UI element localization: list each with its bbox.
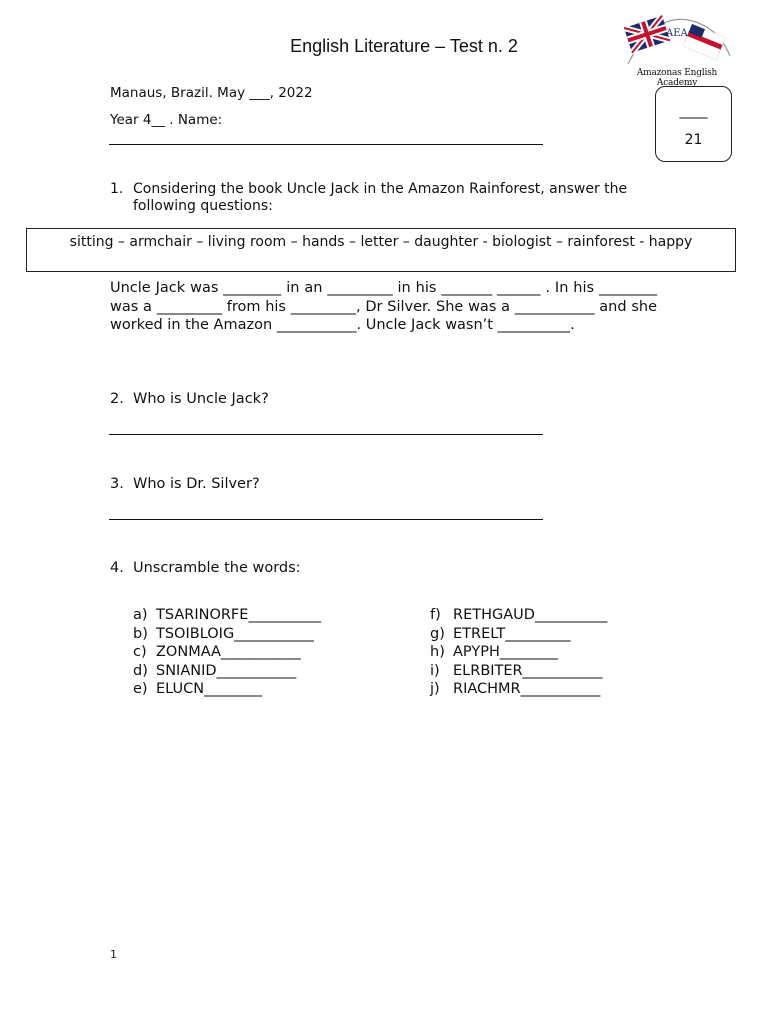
word-bank: sitting – armchair – living room – hands – letter – daughter - biologist – rainforest - happy (69, 234, 693, 250)
list-item: i) ELRBITER___________ (430, 662, 603, 679)
name-line[interactable] (109, 144, 543, 145)
scramble-word[interactable]: ZONMAA___________ (156, 644, 301, 660)
scramble-word[interactable]: APYPH________ (453, 644, 558, 660)
question-3 (110, 476, 260, 492)
scramble-word[interactable]: SNIANID___________ (156, 662, 297, 679)
list-item: a) TSARINORFE__________ (133, 607, 321, 623)
page-title: English Literature – Test n. 2 (290, 36, 518, 56)
scramble-word[interactable]: ELRBITER___________ (453, 662, 603, 679)
question-text: Who is Uncle Jack? (133, 391, 269, 407)
logo-caption: Amazonas English Academy (636, 68, 718, 88)
fill-in-paragraph: Uncle Jack was ________ in an _________ in his _______ ______ . In his ________ was a _________ from his _________, Dr Silver. She was a ___________ and she worked in the Amazon ___________. Uncle Jack wasn’t __________. (110, 280, 657, 333)
question-4 (110, 560, 301, 576)
question-text: Unscramble the words: (133, 560, 301, 576)
question-number: 3. (110, 476, 124, 492)
question-number: 2. (110, 391, 124, 407)
question-number: 4. (110, 560, 124, 576)
answer-line-3[interactable] (109, 519, 543, 520)
question-text: Considering the book Uncle Jack in the Amazon Rainforest, answer the following questions: (133, 181, 628, 214)
list-item: g) ETRELT_________ (430, 625, 571, 642)
word-bank-box (26, 228, 736, 272)
list-item: h) APYPH________ (430, 644, 558, 660)
list-item: j) RIACHMR___________ (430, 681, 601, 697)
scramble-word[interactable]: RIACHMR___________ (453, 681, 601, 697)
place-date: Manaus, Brazil. May ___, 2022 (110, 85, 313, 101)
scramble-list-left (133, 606, 393, 699)
question-text: Who is Dr. Silver? (133, 476, 260, 492)
scramble-list-right (430, 606, 690, 699)
scramble-word[interactable]: ELUCN________ (156, 681, 263, 697)
scramble-word[interactable]: ETRELT_________ (453, 625, 571, 642)
score-blank[interactable]: ____ (679, 103, 708, 119)
scramble-word[interactable]: TSARINORFE__________ (156, 607, 321, 623)
list-item: e) ELUCN________ (133, 681, 263, 697)
list-item: b) TSOIBLOIG___________ (133, 625, 314, 642)
question-1 (110, 181, 670, 215)
list-item: c) ZONMAA___________ (133, 644, 301, 660)
page-number: 1 (110, 948, 117, 961)
answer-line-2[interactable] (109, 434, 543, 435)
year-name-label: Year 4__ . Name: (110, 112, 223, 128)
score-box (655, 86, 732, 162)
list-item: f) RETHGAUD__________ (430, 607, 608, 623)
question-number: 1. (110, 181, 124, 197)
scramble-word[interactable]: RETHGAUD__________ (453, 607, 608, 623)
question-2 (110, 391, 269, 407)
scramble-word[interactable]: TSOIBLOIG___________ (156, 625, 314, 642)
list-item: d) SNIANID___________ (133, 662, 297, 679)
logo-initials: AEA (666, 28, 688, 39)
score-total: 21 (684, 132, 703, 148)
